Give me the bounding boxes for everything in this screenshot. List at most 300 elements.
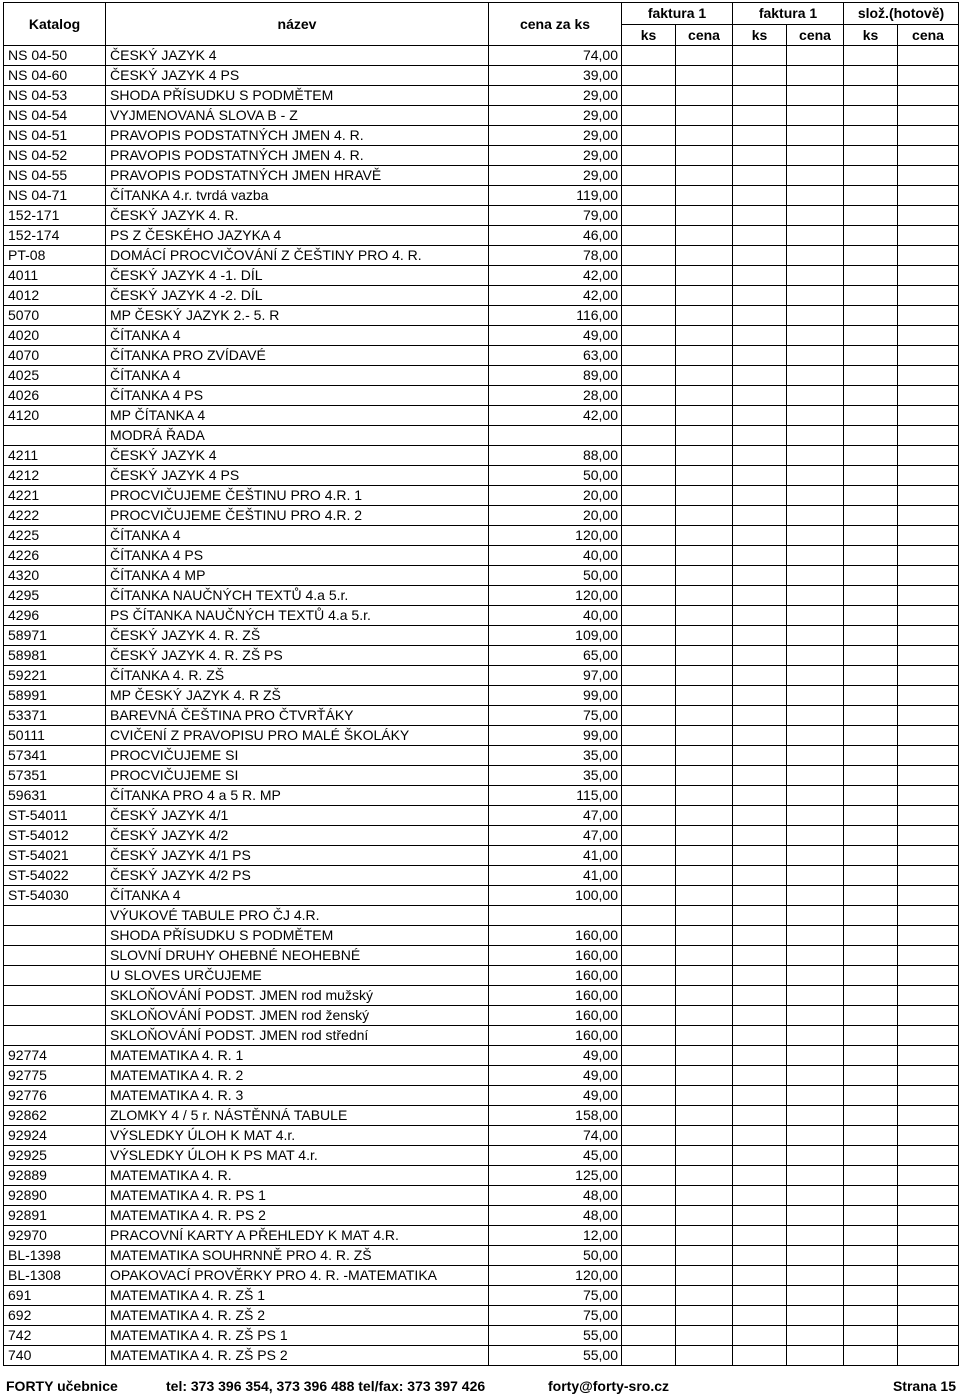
faktura1a-ks-cell (622, 226, 676, 246)
sloz-cena-cell (898, 666, 959, 686)
sloz-ks-cell (844, 406, 898, 426)
sloz-ks-cell (844, 686, 898, 706)
unit-price-cell: 12,00 (489, 1226, 622, 1246)
item-name-cell: ČESKÝ JAZYK 4 PS (106, 66, 489, 86)
sloz-cena-cell (898, 226, 959, 246)
faktura1a-ks-cell (622, 266, 676, 286)
item-name-cell: MATEMATIKA 4. R. 1 (106, 1046, 489, 1066)
unit-price-cell: 49,00 (489, 326, 622, 346)
unit-price-cell: 158,00 (489, 1106, 622, 1126)
sloz-ks-cell (844, 1266, 898, 1286)
catalog-code-cell: 4012 (4, 286, 106, 306)
item-name-cell: PROCVIČUJEME ČEŠTINU PRO 4.R. 1 (106, 486, 489, 506)
sloz-ks-cell (844, 486, 898, 506)
sloz-cena-cell (898, 586, 959, 606)
faktura1b-ks-cell (733, 766, 787, 786)
catalog-code-cell (4, 906, 106, 926)
faktura1b-cena-cell (787, 506, 844, 526)
item-name-cell: ZLOMKY 4 / 5 r. NÁSTĚNNÁ TABULE (106, 1106, 489, 1126)
table-row (4, 906, 959, 926)
catalog-code-cell: 92776 (4, 1086, 106, 1106)
sloz-cena-cell (898, 526, 959, 546)
faktura1b-ks-cell (733, 1286, 787, 1306)
faktura1a-ks-cell (622, 1026, 676, 1046)
sloz-ks-cell (844, 746, 898, 766)
unit-price-cell: 74,00 (489, 1126, 622, 1146)
sloz-ks-cell (844, 346, 898, 366)
sloz-ks-cell (844, 1006, 898, 1026)
subheader-ks: ks (733, 25, 787, 46)
faktura1b-cena-cell (787, 426, 844, 446)
sloz-ks-cell (844, 206, 898, 226)
table-row (4, 186, 959, 206)
subheader-cena: cena (898, 25, 959, 46)
faktura1a-ks-cell (622, 366, 676, 386)
unit-price-cell (489, 426, 622, 446)
col-header-sloz-hotove: slož.(hotově) (844, 3, 959, 25)
sloz-cena-cell (898, 246, 959, 266)
item-name-cell: SKLOŇOVÁNÍ PODST. JMEN rod ženský (106, 1006, 489, 1026)
unit-price-cell: 115,00 (489, 786, 622, 806)
unit-price-cell: 50,00 (489, 466, 622, 486)
faktura1a-ks-cell (622, 1186, 676, 1206)
sloz-cena-cell (898, 486, 959, 506)
faktura1b-ks-cell (733, 306, 787, 326)
faktura1a-ks-cell (622, 586, 676, 606)
unit-price-cell: 35,00 (489, 766, 622, 786)
sloz-ks-cell (844, 966, 898, 986)
table-row (4, 726, 959, 746)
unit-price-cell: 160,00 (489, 1026, 622, 1046)
faktura1b-ks-cell (733, 1306, 787, 1326)
catalog-code-cell: NS 04-50 (4, 46, 106, 66)
sloz-ks-cell (844, 466, 898, 486)
sloz-ks-cell (844, 1326, 898, 1346)
faktura1b-cena-cell (787, 526, 844, 546)
sloz-ks-cell (844, 666, 898, 686)
table-row (4, 246, 959, 266)
item-name-cell: ČESKÝ JAZYK 4/1 PS (106, 846, 489, 866)
catalog-code-cell: 4120 (4, 406, 106, 426)
sloz-ks-cell (844, 1066, 898, 1086)
item-name-cell: PROCVIČUJEME SI (106, 766, 489, 786)
sloz-ks-cell (844, 246, 898, 266)
table-row (4, 486, 959, 506)
faktura1a-cena-cell (676, 526, 733, 546)
faktura1a-ks-cell (622, 206, 676, 226)
col-header-nazev: název (106, 3, 489, 46)
faktura1b-cena-cell (787, 646, 844, 666)
faktura1a-cena-cell (676, 866, 733, 886)
sloz-cena-cell (898, 946, 959, 966)
page-footer (6, 1376, 956, 1396)
sloz-cena-cell (898, 466, 959, 486)
unit-price-cell: 40,00 (489, 546, 622, 566)
faktura1b-cena-cell (787, 66, 844, 86)
item-name-cell: ČESKÝ JAZYK 4 -2. DÍL (106, 286, 489, 306)
faktura1a-cena-cell (676, 426, 733, 446)
faktura1b-ks-cell (733, 1086, 787, 1106)
item-name-cell: ČESKÝ JAZYK 4. R. ZŠ (106, 626, 489, 646)
item-name-cell: PROCVIČUJEME ČEŠTINU PRO 4.R. 2 (106, 506, 489, 526)
sloz-ks-cell (844, 646, 898, 666)
catalog-code-cell (4, 986, 106, 1006)
catalog-code-cell: 742 (4, 1326, 106, 1346)
item-name-cell: VÝSLEDKY ÚLOH K PS MAT 4.r. (106, 1146, 489, 1166)
faktura1a-ks-cell (622, 1266, 676, 1286)
faktura1b-ks-cell (733, 846, 787, 866)
table-row (4, 826, 959, 846)
faktura1a-ks-cell (622, 826, 676, 846)
sloz-cena-cell (898, 546, 959, 566)
catalog-code-cell: 4211 (4, 446, 106, 466)
sloz-cena-cell (898, 1126, 959, 1146)
faktura1b-cena-cell (787, 566, 844, 586)
table-row (4, 1106, 959, 1126)
sloz-ks-cell (844, 186, 898, 206)
table-row (4, 406, 959, 426)
faktura1b-ks-cell (733, 1186, 787, 1206)
faktura1a-cena-cell (676, 306, 733, 326)
unit-price-cell: 75,00 (489, 1286, 622, 1306)
faktura1b-cena-cell (787, 146, 844, 166)
faktura1a-ks-cell (622, 166, 676, 186)
faktura1a-ks-cell (622, 546, 676, 566)
faktura1b-ks-cell (733, 226, 787, 246)
faktura1b-ks-cell (733, 206, 787, 226)
unit-price-cell: 39,00 (489, 66, 622, 86)
faktura1a-ks-cell (622, 1066, 676, 1086)
faktura1b-ks-cell (733, 686, 787, 706)
faktura1a-ks-cell (622, 326, 676, 346)
faktura1a-cena-cell (676, 1306, 733, 1326)
faktura1b-cena-cell (787, 666, 844, 686)
faktura1a-ks-cell (622, 806, 676, 826)
faktura1a-ks-cell (622, 746, 676, 766)
faktura1b-cena-cell (787, 926, 844, 946)
faktura1b-cena-cell (787, 406, 844, 426)
catalog-code-cell: NS 04-51 (4, 126, 106, 146)
table-row (4, 426, 959, 446)
catalog-code-cell (4, 1006, 106, 1026)
faktura1b-ks-cell (733, 1246, 787, 1266)
col-header-faktura-1a: faktura 1 (622, 3, 733, 25)
faktura1a-ks-cell (622, 446, 676, 466)
table-row (4, 1286, 959, 1306)
faktura1b-ks-cell (733, 346, 787, 366)
sloz-ks-cell (844, 86, 898, 106)
faktura1a-ks-cell (622, 1326, 676, 1346)
sloz-cena-cell (898, 1146, 959, 1166)
item-name-cell: VÝUKOVÉ TABULE PRO ČJ 4.R. (106, 906, 489, 926)
item-name-cell: ČÍTANKA 4 (106, 326, 489, 346)
faktura1b-cena-cell (787, 1226, 844, 1246)
faktura1a-cena-cell (676, 546, 733, 566)
sloz-cena-cell (898, 1046, 959, 1066)
sloz-cena-cell (898, 1326, 959, 1346)
item-name-cell: ČÍTANKA 4 (106, 526, 489, 546)
faktura1b-cena-cell (787, 286, 844, 306)
catalog-code-cell: 50111 (4, 726, 106, 746)
faktura1a-ks-cell (622, 1046, 676, 1066)
item-name-cell: MP ČESKÝ JAZYK 2.- 5. R (106, 306, 489, 326)
sloz-ks-cell (844, 1186, 898, 1206)
sloz-cena-cell (898, 1166, 959, 1186)
catalog-code-cell: 5070 (4, 306, 106, 326)
catalog-code-cell: 4221 (4, 486, 106, 506)
faktura1b-ks-cell (733, 826, 787, 846)
sloz-ks-cell (844, 226, 898, 246)
faktura1b-cena-cell (787, 386, 844, 406)
table-row (4, 766, 959, 786)
sloz-ks-cell (844, 786, 898, 806)
faktura1a-ks-cell (622, 646, 676, 666)
sloz-cena-cell (898, 1266, 959, 1286)
footer-brand: FORTY učebnice (6, 1378, 118, 1394)
sloz-cena-cell (898, 266, 959, 286)
table-row (4, 1066, 959, 1086)
item-name-cell: OPAKOVACÍ PROVĚRKY PRO 4. R. -MATEMATIKA (106, 1266, 489, 1286)
sloz-cena-cell (898, 366, 959, 386)
sloz-cena-cell (898, 846, 959, 866)
faktura1b-ks-cell (733, 726, 787, 746)
table-row (4, 66, 959, 86)
sloz-ks-cell (844, 1106, 898, 1126)
sloz-ks-cell (844, 626, 898, 646)
unit-price-cell: 160,00 (489, 926, 622, 946)
faktura1b-ks-cell (733, 1326, 787, 1346)
item-name-cell: PS Z ČESKÉHO JAZYKA 4 (106, 226, 489, 246)
unit-price-cell: 99,00 (489, 726, 622, 746)
table-row (4, 1246, 959, 1266)
unit-price-cell: 29,00 (489, 86, 622, 106)
unit-price-cell: 48,00 (489, 1206, 622, 1226)
item-name-cell: MP ČÍTANKA 4 (106, 406, 489, 426)
faktura1b-ks-cell (733, 486, 787, 506)
sloz-ks-cell (844, 1166, 898, 1186)
item-name-cell: DOMÁCÍ PROCVIČOVÁNÍ Z ČEŠTINY PRO 4. R. (106, 246, 489, 266)
price-list-table (3, 2, 959, 1366)
faktura1a-cena-cell (676, 66, 733, 86)
faktura1a-cena-cell (676, 786, 733, 806)
faktura1b-ks-cell (733, 1146, 787, 1166)
catalog-code-cell: 152-174 (4, 226, 106, 246)
col-header-katalog: Katalog (4, 3, 106, 46)
faktura1b-ks-cell (733, 46, 787, 66)
catalog-code-cell (4, 946, 106, 966)
item-name-cell: ČESKÝ JAZYK 4 PS (106, 466, 489, 486)
faktura1a-ks-cell (622, 926, 676, 946)
faktura1a-cena-cell (676, 226, 733, 246)
catalog-code-cell: NS 04-55 (4, 166, 106, 186)
faktura1b-cena-cell (787, 986, 844, 1006)
faktura1b-ks-cell (733, 326, 787, 346)
faktura1a-ks-cell (622, 346, 676, 366)
sloz-cena-cell (898, 346, 959, 366)
faktura1a-cena-cell (676, 266, 733, 286)
unit-price-cell: 160,00 (489, 1006, 622, 1026)
faktura1a-ks-cell (622, 666, 676, 686)
faktura1b-cena-cell (787, 126, 844, 146)
faktura1a-ks-cell (622, 486, 676, 506)
sloz-ks-cell (844, 1346, 898, 1366)
sloz-ks-cell (844, 446, 898, 466)
sloz-cena-cell (898, 426, 959, 446)
sloz-ks-cell (844, 1026, 898, 1046)
catalog-code-cell: 4320 (4, 566, 106, 586)
faktura1a-ks-cell (622, 506, 676, 526)
table-row (4, 126, 959, 146)
unit-price-cell: 119,00 (489, 186, 622, 206)
item-name-cell: ČÍTANKA 4 PS (106, 386, 489, 406)
catalog-code-cell: 691 (4, 1286, 106, 1306)
faktura1b-cena-cell (787, 446, 844, 466)
faktura1a-ks-cell (622, 906, 676, 926)
faktura1b-ks-cell (733, 166, 787, 186)
sloz-ks-cell (844, 326, 898, 346)
catalog-code-cell: 92774 (4, 1046, 106, 1066)
unit-price-cell: 125,00 (489, 1166, 622, 1186)
sloz-cena-cell (898, 326, 959, 346)
faktura1a-cena-cell (676, 886, 733, 906)
faktura1b-cena-cell (787, 686, 844, 706)
faktura1a-ks-cell (622, 526, 676, 546)
catalog-code-cell: 152-171 (4, 206, 106, 226)
faktura1b-ks-cell (733, 446, 787, 466)
table-row (4, 106, 959, 126)
catalog-code-cell: ST-54011 (4, 806, 106, 826)
sloz-ks-cell (844, 1246, 898, 1266)
catalog-code-cell: 4296 (4, 606, 106, 626)
sloz-ks-cell (844, 526, 898, 546)
table-row (4, 1146, 959, 1166)
item-name-cell: ČÍTANKA PRO 4 a 5 R. MP (106, 786, 489, 806)
item-name-cell: U SLOVES URČUJEME (106, 966, 489, 986)
table-row (4, 866, 959, 886)
faktura1a-ks-cell (622, 1126, 676, 1146)
item-name-cell: SKLOŇOVÁNÍ PODST. JMEN rod střední (106, 1026, 489, 1046)
faktura1a-cena-cell (676, 1226, 733, 1246)
catalog-code-cell: 4212 (4, 466, 106, 486)
unit-price-cell: 160,00 (489, 986, 622, 1006)
faktura1a-ks-cell (622, 126, 676, 146)
table-row (4, 86, 959, 106)
unit-price-cell: 42,00 (489, 286, 622, 306)
subheader-cena: cena (676, 25, 733, 46)
catalog-code-cell: NS 04-54 (4, 106, 106, 126)
unit-price-cell: 55,00 (489, 1326, 622, 1346)
faktura1a-ks-cell (622, 986, 676, 1006)
table-row (4, 1026, 959, 1046)
faktura1a-cena-cell (676, 146, 733, 166)
faktura1a-ks-cell (622, 566, 676, 586)
faktura1b-cena-cell (787, 1246, 844, 1266)
item-name-cell: PROCVIČUJEME SI (106, 746, 489, 766)
item-name-cell: MATEMATIKA 4. R. PS 2 (106, 1206, 489, 1226)
faktura1b-ks-cell (733, 66, 787, 86)
faktura1a-ks-cell (622, 606, 676, 626)
faktura1b-ks-cell (733, 1346, 787, 1366)
faktura1b-ks-cell (733, 286, 787, 306)
sloz-cena-cell (898, 1106, 959, 1126)
faktura1a-cena-cell (676, 1266, 733, 1286)
faktura1b-ks-cell (733, 86, 787, 106)
sloz-cena-cell (898, 166, 959, 186)
item-name-cell: CVIČENÍ Z PRAVOPISU PRO MALÉ ŠKOLÁKY (106, 726, 489, 746)
table-row (4, 1166, 959, 1186)
sloz-cena-cell (898, 806, 959, 826)
sloz-cena-cell (898, 106, 959, 126)
header-row (4, 3, 959, 25)
sloz-cena-cell (898, 706, 959, 726)
unit-price-cell: 40,00 (489, 606, 622, 626)
faktura1b-cena-cell (787, 826, 844, 846)
sloz-cena-cell (898, 786, 959, 806)
faktura1a-cena-cell (676, 1326, 733, 1346)
faktura1a-ks-cell (622, 1306, 676, 1326)
unit-price-cell: 50,00 (489, 1246, 622, 1266)
catalog-code-cell: NS 04-60 (4, 66, 106, 86)
item-name-cell: ČESKÝ JAZYK 4 (106, 446, 489, 466)
sloz-ks-cell (844, 166, 898, 186)
item-name-cell: SLOVNÍ DRUHY OHEBNÉ NEOHEBNÉ (106, 946, 489, 966)
faktura1b-cena-cell (787, 866, 844, 886)
item-name-cell: BAREVNÁ ČEŠTINA PRO ČTVRŤÁKY (106, 706, 489, 726)
faktura1b-ks-cell (733, 126, 787, 146)
table-row (4, 686, 959, 706)
catalog-code-cell: ST-54012 (4, 826, 106, 846)
catalog-code-cell: 92775 (4, 1066, 106, 1086)
subheader-ks: ks (622, 25, 676, 46)
table-row (4, 346, 959, 366)
sloz-cena-cell (898, 406, 959, 426)
item-name-cell: PRAVOPIS PODSTATNÝCH JMEN HRAVĚ (106, 166, 489, 186)
sloz-ks-cell (844, 606, 898, 626)
unit-price-cell: 99,00 (489, 686, 622, 706)
faktura1b-cena-cell (787, 1286, 844, 1306)
catalog-code-cell: 740 (4, 1346, 106, 1366)
item-name-cell: MATEMATIKA 4. R. ZŠ 1 (106, 1286, 489, 1306)
faktura1b-cena-cell (787, 886, 844, 906)
faktura1a-cena-cell (676, 1086, 733, 1106)
faktura1a-cena-cell (676, 1046, 733, 1066)
sloz-cena-cell (898, 1226, 959, 1246)
faktura1b-cena-cell (787, 1146, 844, 1166)
faktura1b-cena-cell (787, 206, 844, 226)
unit-price-cell: 120,00 (489, 526, 622, 546)
unit-price-cell: 160,00 (489, 966, 622, 986)
sloz-ks-cell (844, 726, 898, 746)
sloz-cena-cell (898, 66, 959, 86)
faktura1b-ks-cell (733, 366, 787, 386)
table-row (4, 446, 959, 466)
faktura1a-ks-cell (622, 306, 676, 326)
unit-price-cell: 35,00 (489, 746, 622, 766)
faktura1a-cena-cell (676, 286, 733, 306)
unit-price-cell: 116,00 (489, 306, 622, 326)
table-row (4, 1226, 959, 1246)
table-row (4, 626, 959, 646)
faktura1a-cena-cell (676, 706, 733, 726)
faktura1b-cena-cell (787, 306, 844, 326)
sloz-cena-cell (898, 1306, 959, 1326)
faktura1b-ks-cell (733, 966, 787, 986)
sloz-ks-cell (844, 766, 898, 786)
faktura1b-ks-cell (733, 466, 787, 486)
table-row (4, 526, 959, 546)
sloz-cena-cell (898, 906, 959, 926)
unit-price-cell: 46,00 (489, 226, 622, 246)
